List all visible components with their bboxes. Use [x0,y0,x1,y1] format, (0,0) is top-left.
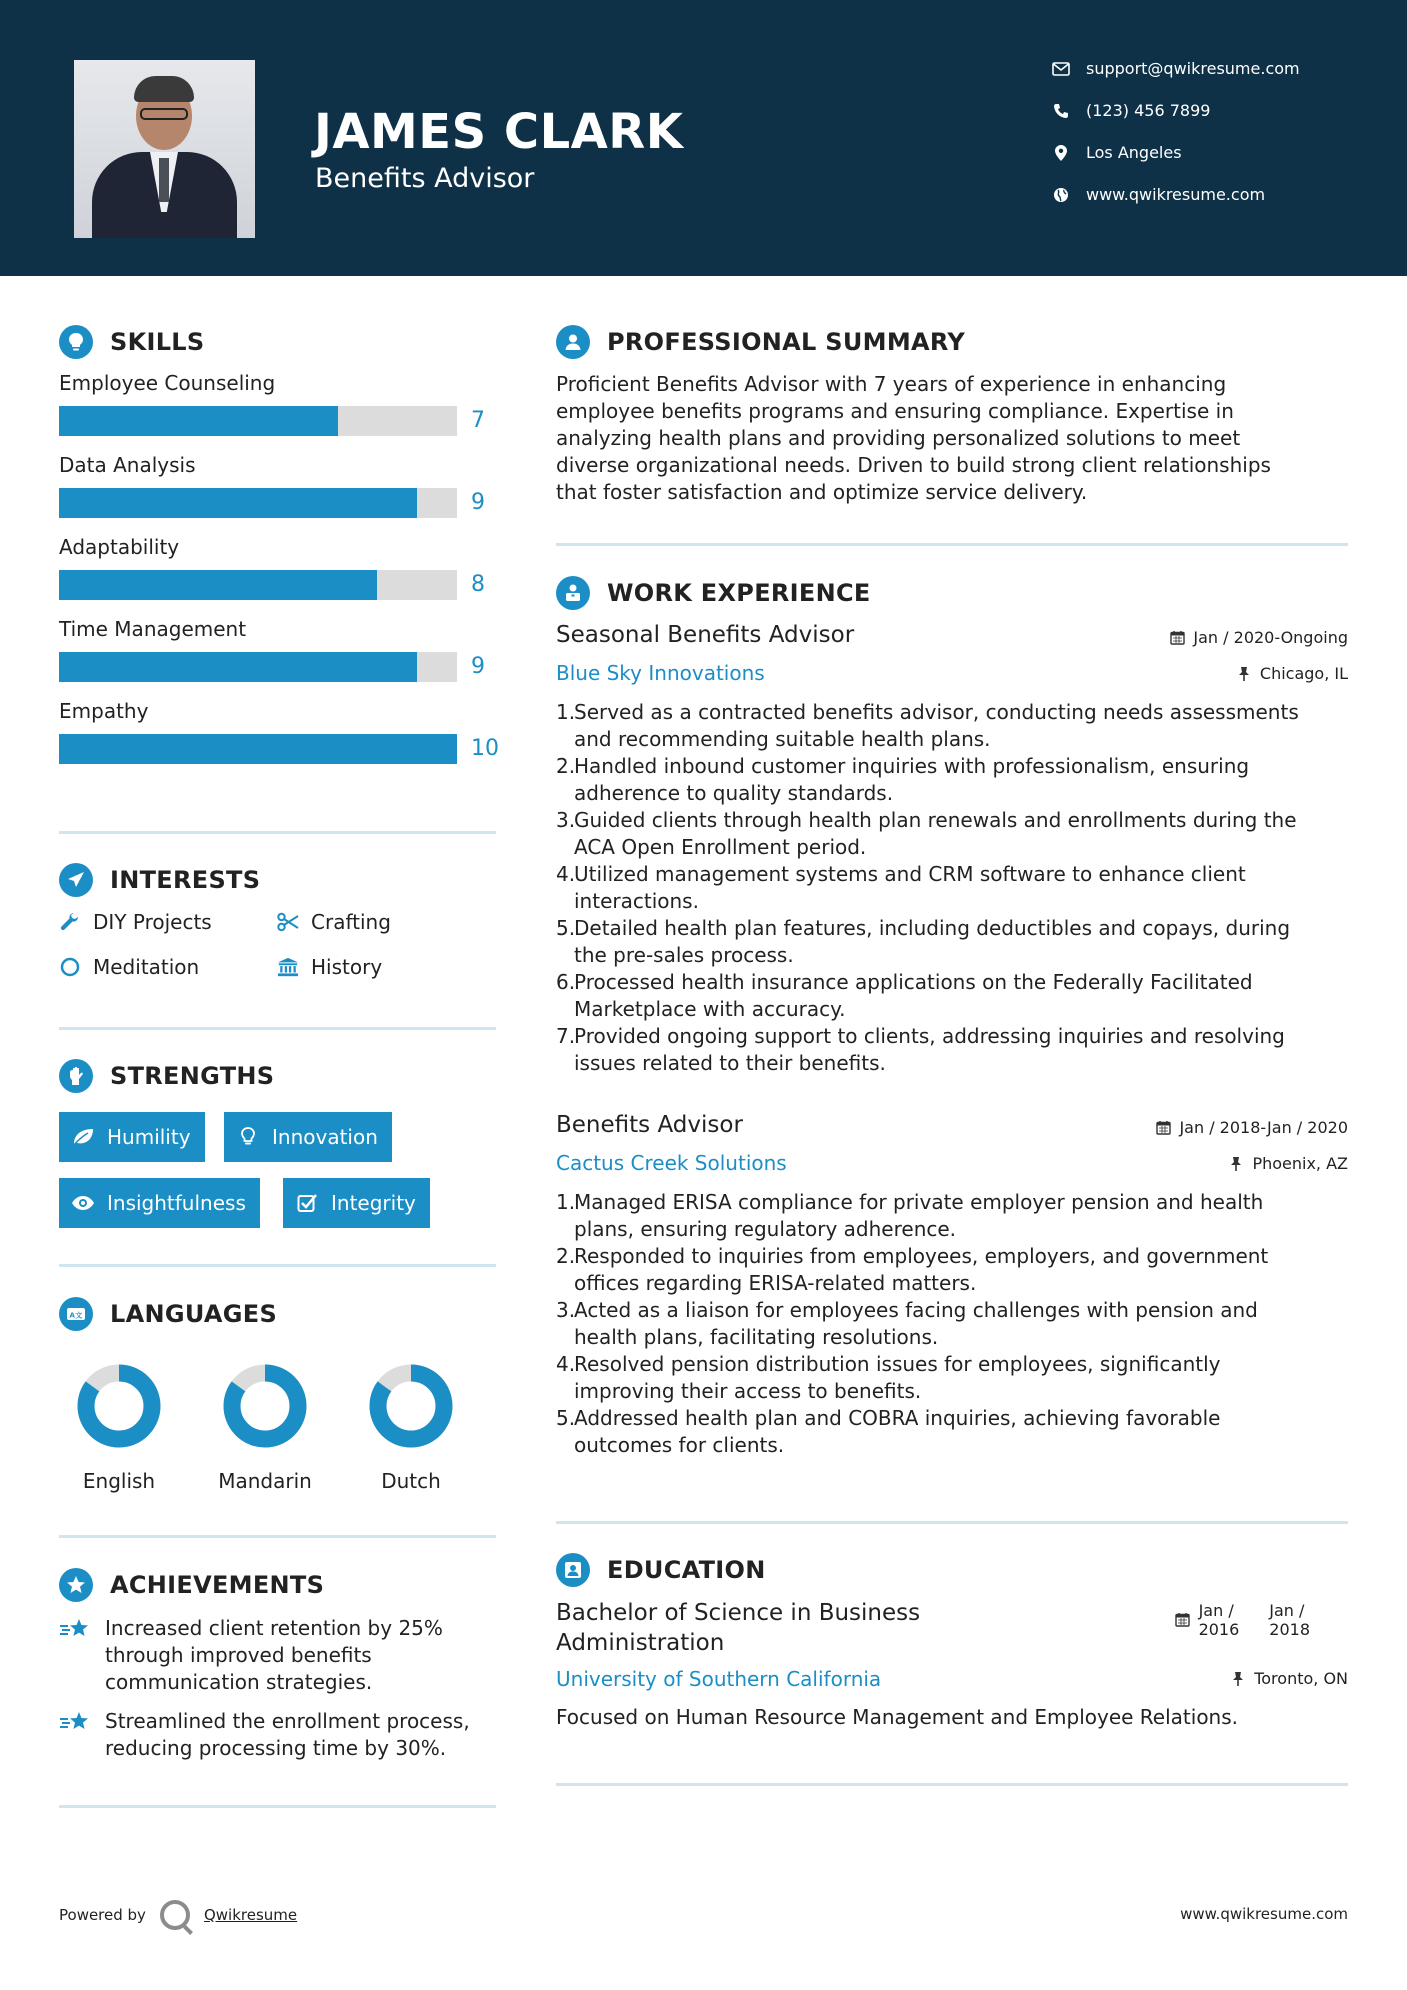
skill-bar [59,734,499,764]
skill-name: Adaptability [59,535,180,559]
skill-bar-fill [59,652,417,682]
skill-value: 10 [471,736,499,761]
duty-item: 2. Responded to inquiries from employees, employers, and government offices regarding ERISA-related matters. [556,1244,1269,1295]
contact-phone[interactable] [1050,101,1210,120]
job-location: Chicago, IL [1236,664,1348,683]
job-entry [556,622,1348,1077]
section-divider [556,1521,1348,1524]
calendar-icon [1175,1611,1191,1627]
duty-item: 3. Guided clients through health plan renewals and enrollments during the ACA Open Enrollment period. [556,808,1297,859]
eye-icon [71,1193,95,1213]
education-location: Toronto, ON [1230,1669,1348,1688]
skill-name: Empathy [59,699,149,723]
resume-header [0,0,1407,276]
profile-photo [74,60,255,238]
skill-value: 7 [471,408,485,433]
company-name: Blue Sky Innovations [556,661,765,685]
user-icon [556,325,590,359]
languages-heading: A文 LANGUAGES [59,1297,277,1331]
job-title: Seasonal Benefits Advisor [556,622,855,648]
contact-location-text: Los Angeles [1086,143,1182,162]
briefcase-user-icon [556,576,590,610]
graduate-icon [556,1553,590,1587]
raised-fist-icon [59,1059,93,1093]
calendar-icon [1155,1120,1171,1136]
svg-text:A文: A文 [69,1311,83,1320]
language-name: Mandarin [218,1469,312,1493]
skill-bar [59,488,496,518]
job-entry [556,1112,1348,1459]
section-divider [556,543,1348,546]
interest-item: Meditation [59,955,199,979]
skill-bar-fill [59,406,338,436]
degree-title: Bachelor of Science in Business Administration [556,1600,921,1656]
company-name: Cactus Creek Solutions [556,1151,787,1175]
duty-item: 4. Resolved pension distribution issues for employees, significantly improving their access to benefits. [556,1352,1221,1403]
pushpin-icon [1228,1156,1244,1172]
strengths-heading: STRENGTHS [59,1059,274,1093]
duty-item: 5. Addressed health plan and COBRA inquiries, achieving favorable outcomes for clients. [556,1406,1221,1457]
job-dates: Jan / 2020-Ongoing [1169,628,1348,647]
footer-powered-by [59,1900,297,1930]
section-divider [556,1783,1348,1786]
education-description: Focused on Human Resource Management and Employee Relations. [556,1705,1239,1729]
summary-text: Proficient Benefits Advisor with 7 years of experience in enhancing employee benefits programs and ensuring compliance. Expertise in analyzing health plans and providing personalized solutions to meet diverse organizational needs. Driven to build strong client relationships that foster satisfaction and optimize service delivery. [556,372,1271,504]
candidate-role: Benefits Advisor [315,163,535,194]
job-duties [556,699,1348,1077]
duty-item: 2. Handled inbound customer inquiries with professionalism, ensuring adherence to quality standards. [556,754,1250,805]
checkbox-icon [295,1193,319,1213]
skill-value: 9 [471,490,485,515]
language-item [59,1361,179,1493]
strength-chip: Humility [59,1112,205,1162]
interest-item: Crafting [277,910,391,934]
job-duties [556,1189,1348,1459]
footer-url[interactable]: www.qwikresume.com [1180,1905,1348,1923]
contact-email[interactable] [1050,59,1300,78]
strength-chip: Innovation [224,1112,392,1162]
wrench-icon [59,911,81,933]
education-start-date: Jan / 2016 [1198,1601,1240,1639]
skill-value: 8 [471,572,485,597]
skills-list [59,371,499,764]
calendar-icon [1169,630,1185,646]
duty-item: 3. Acted as a liaison for employees facing challenges with pension and health plans, facilitating resolutions. [556,1298,1258,1349]
school-name: University of Southern California [556,1667,882,1691]
contact-website[interactable] [1050,185,1265,204]
duty-item: 7. Provided ongoing support to clients, addressing inquiries and resolving issues related to their benefits. [556,1024,1285,1075]
contact-phone-text: (123) 456 7899 [1086,101,1211,120]
duty-item: 5. Detailed health plan features, including deductibles and copays, during the pre-sales process. [556,916,1291,967]
qwikresume-logo-icon [160,1900,190,1930]
skill-name: Data Analysis [59,453,196,477]
language-icon [59,1297,93,1331]
education-end-date: Jan / 2018 [1269,1601,1310,1639]
candidate-name: JAMES CLARK [314,104,684,160]
job-dates: Jan / 2018-Jan / 2020 [1155,1118,1348,1137]
pushpin-icon [1230,1671,1246,1687]
shooting-star-icon [59,1708,91,1762]
section-divider [59,831,496,834]
envelope-icon [1050,60,1072,78]
skill-name: Employee Counseling [59,371,276,395]
interest-item: History [277,955,382,979]
section-divider [59,1027,496,1030]
phone-icon [1050,102,1072,120]
qwikresume-link[interactable]: Qwikresume [203,1906,298,1924]
language-level-donut [205,1361,325,1451]
interests-heading: INTERESTS [59,863,260,897]
powered-by-label: Powered by [59,1906,146,1924]
leaf-icon [71,1127,95,1147]
job-title: Benefits Advisor [556,1112,743,1138]
education-dates [1175,1601,1310,1639]
duty-item: 6. Processed health insurance applications on the Federally Facilitated Marketplace with accuracy. [556,970,1253,1021]
achievement-item: Increased client retention by 25% through improved benefits communication strategies. [59,1615,443,1696]
contact-location [1050,143,1182,162]
interest-item: DIY Projects [59,910,212,934]
language-item [351,1361,471,1493]
skill-bar [59,570,496,600]
paper-plane-icon [59,863,93,897]
strength-chip: Insightfulness [59,1178,260,1228]
skill-bar-fill [59,570,377,600]
section-divider [59,1805,496,1808]
section-divider [59,1264,496,1267]
strength-chip: Integrity [283,1178,430,1228]
achievements-heading: ACHIEVEMENTS [59,1568,324,1602]
shooting-star-icon [59,1615,91,1696]
circle-icon [59,956,81,978]
pushpin-icon [1236,666,1252,682]
skill-bar-fill [59,734,457,764]
bank-icon [277,956,299,978]
lightbulb-icon [59,325,93,359]
language-level-donut [351,1361,471,1451]
contact-email-text: support@qwikresume.com [1086,59,1300,78]
experience-heading: WORK EXPERIENCE [556,576,871,610]
skill-bar [59,406,496,436]
lightbulb-icon [236,1127,260,1147]
language-level-donut [59,1361,179,1451]
contact-website-text: www.qwikresume.com [1086,185,1266,204]
language-item [205,1361,325,1493]
location-pin-icon [1050,144,1072,162]
skill-name: Time Management [59,617,247,641]
language-name: Dutch [381,1469,441,1493]
summary-heading: PROFESSIONAL SUMMARY [556,325,965,359]
scissors-icon [277,911,299,933]
education-heading: EDUCATION [556,1553,766,1587]
duty-item: 1. Managed ERISA compliance for private employer pension and health plans, ensuring regulatory adherence. [556,1190,1264,1241]
skill-value: 9 [471,654,485,679]
duty-item: 1. Served as a contracted benefits advisor, conducting needs assessments and recommending suitable health plans. [556,700,1299,751]
language-name: English [82,1469,156,1493]
globe-icon [1050,186,1072,204]
duty-item: 4. Utilized management systems and CRM software to enhance client interactions. [556,862,1246,913]
achievement-item: Streamlined the enrollment process, reducing processing time by 30%. [59,1708,470,1762]
job-location: Phoenix, AZ [1228,1154,1348,1173]
skill-bar [59,652,496,682]
skill-bar-fill [59,488,417,518]
skills-heading: SKILLS [59,325,204,359]
star-badge-icon [59,1568,93,1602]
section-divider [59,1535,496,1538]
